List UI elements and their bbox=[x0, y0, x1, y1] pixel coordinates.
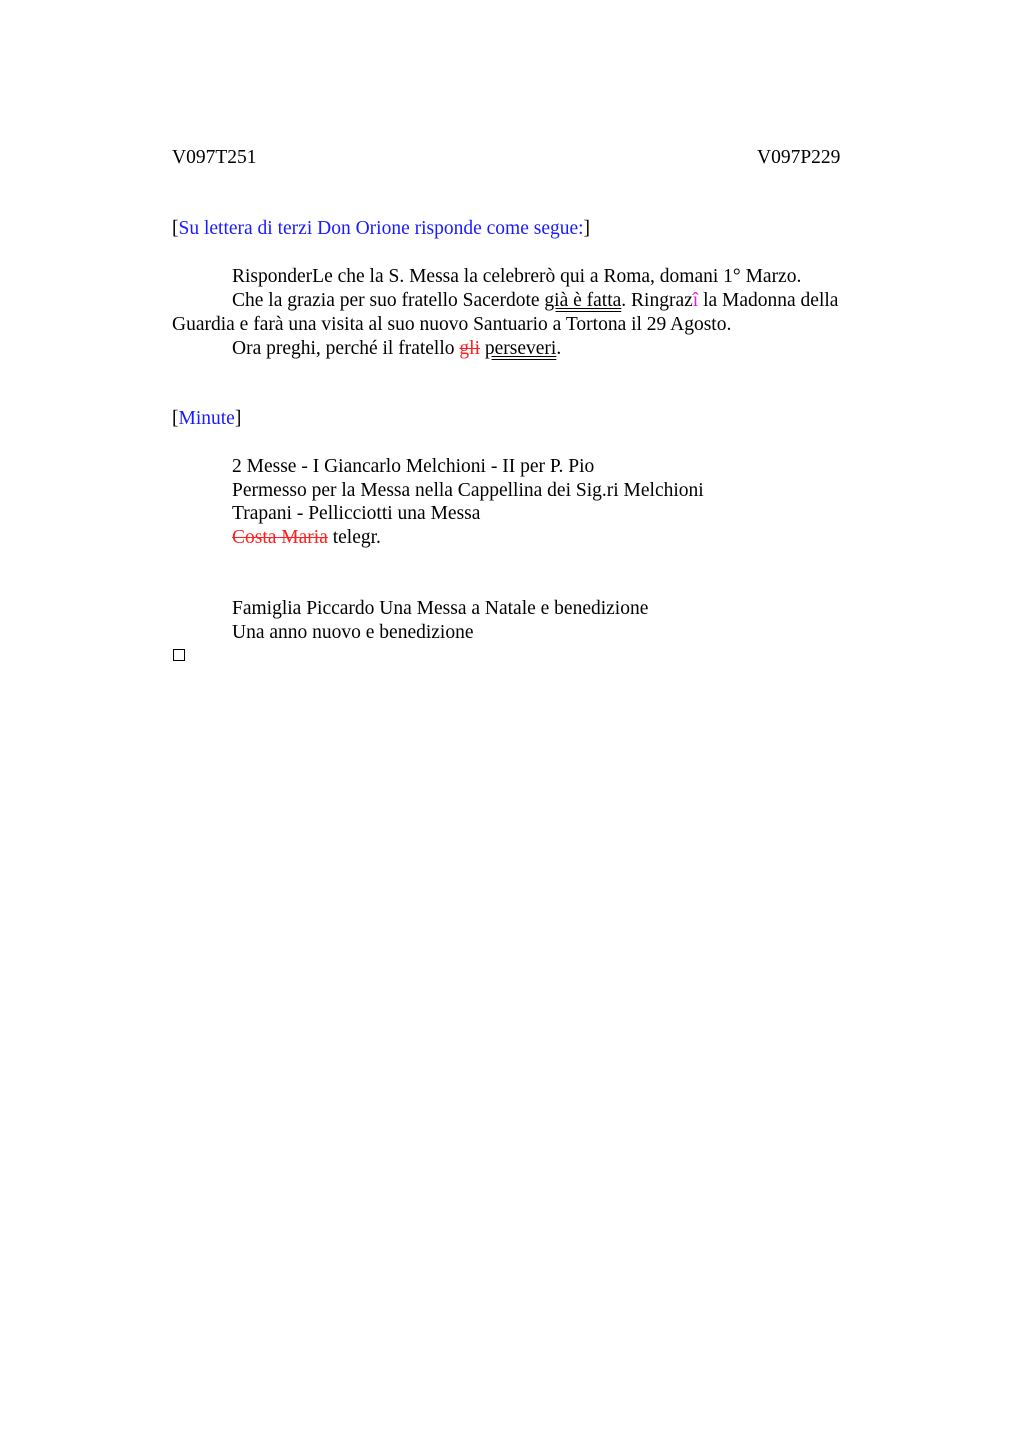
text-segment: Ora preghi, perché il fratello bbox=[232, 338, 460, 359]
header-volume-code-right: V097P229 bbox=[757, 147, 841, 168]
text-segment: telegr. bbox=[327, 527, 381, 548]
section-heading-text: Su lettera di terzi Don Orione risponde come segue: bbox=[178, 218, 584, 239]
underlined-text: perseveri bbox=[484, 338, 557, 359]
bracket-close: ] bbox=[583, 218, 591, 239]
section-heading-text: Minute bbox=[178, 408, 235, 429]
paragraph-line: Guardia e farà una visita al suo nuovo Santuario a Tortona il 29 Agosto. bbox=[172, 314, 732, 335]
struck-text: Costa Maria bbox=[232, 527, 328, 548]
text-segment: la Madonna della bbox=[698, 290, 839, 311]
list-item: Trapani - Pellicciotti una Messa bbox=[232, 503, 481, 524]
list-item: Permesso per la Messa nella Cappellina dei Sig.ri Melchioni bbox=[232, 480, 704, 501]
bracket-open: [ bbox=[172, 408, 179, 429]
bracket-open: [ bbox=[172, 218, 179, 239]
paragraph-line bbox=[232, 337, 952, 361]
paragraph-line bbox=[232, 289, 952, 313]
header-volume-code-left: V097T251 bbox=[172, 147, 257, 168]
section-heading-minute bbox=[172, 407, 892, 431]
struck-text: gli bbox=[459, 338, 480, 359]
text-segment: Che la grazia per suo fratello Sacerdote bbox=[232, 290, 545, 311]
bracket-close: ] bbox=[234, 408, 242, 429]
checkbox-square-icon bbox=[173, 649, 185, 661]
list-item: Famiglia Piccardo Una Messa a Natale e benedizione bbox=[232, 598, 649, 619]
highlighted-char: î bbox=[692, 290, 699, 311]
text-segment: . Ringraz bbox=[621, 290, 693, 311]
section-heading-letter bbox=[172, 217, 892, 241]
list-item bbox=[232, 526, 952, 550]
text-segment: . bbox=[556, 338, 562, 359]
paragraph-line: RisponderLe che la S. Messa la celebrerò qui a Roma, domani 1° Marzo. bbox=[232, 266, 802, 287]
list-item: Una anno nuovo e benedizione bbox=[232, 622, 474, 643]
list-item: 2 Messe - I Giancarlo Melchioni - II per P. Pio bbox=[232, 456, 595, 477]
underlined-text: già è fatta bbox=[544, 290, 622, 311]
